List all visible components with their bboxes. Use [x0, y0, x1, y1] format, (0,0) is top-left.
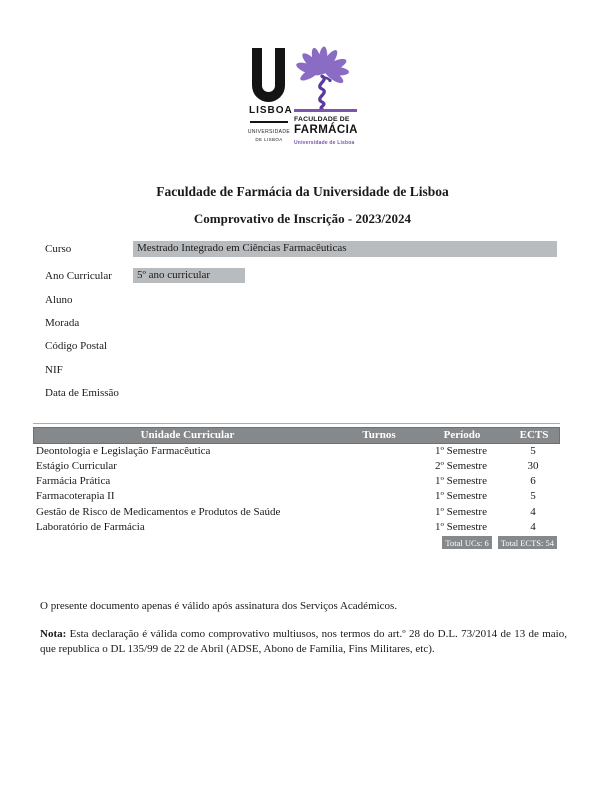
uc-ects: 5: [530, 444, 536, 457]
ulisboa-wordmark: LISBOA: [249, 105, 293, 116]
form-row-codigo-postal: [0, 338, 605, 355]
field-label-ano-curricular: Ano Curricular: [45, 269, 112, 282]
table-row: [33, 475, 560, 490]
palm-tree-snake-icon: [292, 44, 360, 112]
uc-ects: 30: [527, 459, 539, 472]
table-header-row: [33, 427, 560, 444]
field-label-curso: Curso: [45, 243, 72, 255]
col-header-ects: ECTS: [519, 429, 549, 441]
table-body: [33, 445, 560, 537]
field-label-aluno: Aluno: [45, 294, 73, 306]
table-top-rule: [33, 423, 560, 424]
form-row-nif: [0, 362, 605, 379]
validity-note: O presente documento apenas é válido após assinatura dos Serviços Académicos.: [40, 600, 398, 612]
form-row-ano-curricular: [0, 268, 605, 285]
legal-note-text: Esta declaração é válida como comprovativo multiusos, nos termos do art.º 28 do D.L. 73/2014 de 13 de maio, que republica o DL 135/99 de 22 de Abril (ADSE, Abono de Família, Fins Militares, etc).: [40, 628, 567, 655]
farmacia-divider: [294, 109, 357, 112]
field-label-data-emissao: Data de Emissão: [45, 386, 119, 399]
uc-periodo: 1º Semestre: [435, 520, 487, 533]
field-label-nif: NIF: [45, 363, 63, 376]
table-row: [33, 445, 560, 460]
uc-periodo: 2º Semestre: [435, 459, 487, 472]
col-header-periodo: Período: [443, 429, 481, 441]
table-totals: [442, 536, 557, 549]
uc-periodo: 1º Semestre: [435, 490, 487, 503]
table-row: [33, 506, 560, 521]
form-row-aluno: [0, 292, 605, 309]
uc-ects: 4: [530, 505, 536, 518]
table-row: [33, 490, 560, 505]
uc-name: Laboratório de Farmácia: [36, 520, 145, 533]
uc-ects: 5: [530, 490, 536, 503]
col-header-unidade-curricular: Unidade Curricular: [140, 429, 235, 441]
total-ucs-badge: Total UCs: 6: [442, 536, 491, 549]
form-row-morada: [0, 315, 605, 332]
uc-periodo: 1º Semestre: [435, 475, 487, 488]
total-ects-badge: Total ECTS: 54: [498, 536, 557, 549]
uc-ects: 6: [530, 475, 536, 488]
uc-name: Deontologia e Legislação Farmacêutica: [36, 444, 211, 457]
document-subtitle: Comprovativo de Inscrição - 2023/2024: [193, 211, 412, 226]
table-row: [33, 460, 560, 475]
form-row-data-emissao: [0, 385, 605, 402]
uc-ects: 4: [530, 520, 536, 533]
farmacia-wordmark-line3: Universidade de Lisboa: [294, 139, 355, 146]
ulisboa-divider: [250, 121, 288, 123]
field-label-codigo-postal: Código Postal: [45, 340, 108, 352]
field-label-morada: Morada: [45, 317, 80, 329]
form-row-curso: [0, 241, 605, 258]
field-value-ano-curricular: 5º ano curricular: [133, 268, 245, 284]
ulisboa-u-logo: [252, 48, 285, 102]
document-title: Faculdade de Farmácia da Universidade de Lisboa: [156, 184, 449, 199]
uc-name: Farmacoterapia II: [36, 490, 115, 503]
uc-name: Gestão de Risco de Medicamentos e Produtos de Saúde: [36, 505, 281, 518]
uc-name: Estágio Curricular: [36, 459, 117, 472]
ulisboa-subtitle-line2: DE LISBOA: [255, 137, 283, 142]
legal-note: [40, 627, 567, 656]
uc-periodo: 1º Semestre: [435, 505, 487, 518]
farmacia-wordmark-line2: FARMÁCIA: [294, 124, 358, 136]
col-header-turnos: Turnos: [362, 429, 396, 441]
uc-periodo: 1º Semestre: [435, 444, 487, 457]
table-row: [33, 521, 560, 536]
ulisboa-subtitle-line1: UNIVERSIDADE: [247, 129, 291, 135]
farmacia-wordmark-line1: FACULDADE DE: [294, 116, 350, 123]
field-value-curso: Mestrado Integrado em Ciências Farmacêuticas: [133, 241, 557, 257]
uc-name: Farmácia Prática: [36, 475, 111, 488]
legal-note-label: Nota:: [40, 628, 67, 640]
